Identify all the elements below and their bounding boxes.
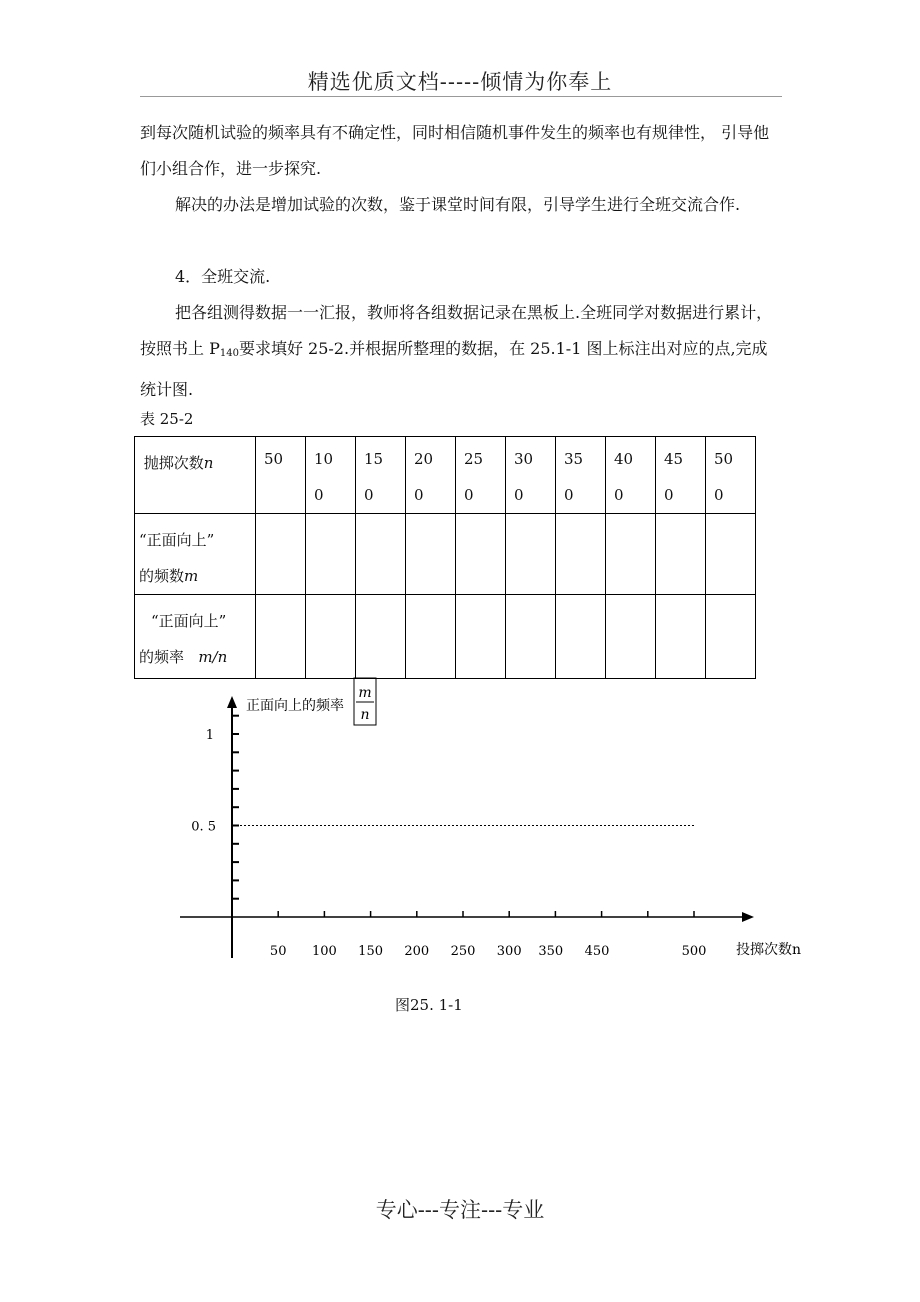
- x-tick-label: 300: [496, 944, 522, 959]
- x-tick-label: 50: [269, 944, 287, 959]
- page-subscript: 140: [219, 348, 239, 359]
- count-cell: 50: [256, 437, 306, 514]
- x-tick-label: 150: [358, 944, 384, 959]
- table-caption: 表 25-2: [140, 410, 194, 428]
- count-cell: 15 0: [356, 437, 406, 514]
- page-footer: 专心---专注---专业: [375, 1198, 545, 1222]
- y-axis-label: 正面向上的频率: [246, 698, 344, 714]
- x-axis-tick-labels: [270, 944, 706, 959]
- table-row-counts: [135, 437, 756, 514]
- blank-cell[interactable]: [556, 595, 606, 679]
- row-header-frequency-count: [135, 514, 256, 595]
- fraction-denominator: n: [360, 707, 370, 723]
- y-axis-arrow-icon: [227, 696, 237, 708]
- blank-cell[interactable]: [656, 595, 706, 679]
- count-cell: 50 0: [706, 437, 756, 514]
- x-tick-label: 450: [584, 944, 610, 959]
- row-label-counts: 抛掷次数: [143, 454, 204, 472]
- paragraph-4: [140, 295, 780, 408]
- count-cell: 45 0: [656, 437, 706, 514]
- blank-cell[interactable]: [556, 514, 606, 595]
- blank-cell[interactable]: [606, 514, 656, 595]
- count-cell: 20 0: [406, 437, 456, 514]
- blank-cell[interactable]: [356, 595, 406, 679]
- blank-cell[interactable]: [306, 514, 356, 595]
- blank-cell[interactable]: [506, 514, 556, 595]
- count-cell: 30 0: [506, 437, 556, 514]
- frequency-chart: [170, 670, 820, 970]
- var-n: n: [203, 454, 214, 472]
- x-axis-ticks: [278, 911, 694, 917]
- blank-cell[interactable]: [256, 514, 306, 595]
- paragraph-2: 解决的办法是增加试验的次数，鉴于课堂时间有限，引导学生进行全班交流合作.: [175, 195, 741, 214]
- table-row-frequency-rate: [135, 595, 756, 679]
- count-cell: 40 0: [606, 437, 656, 514]
- x-tick-label: 500: [681, 944, 707, 959]
- blank-cell[interactable]: [406, 595, 456, 679]
- row-label-heads-2: “正面向上”: [151, 612, 227, 630]
- y-tick-label-1: 1: [205, 728, 214, 743]
- paragraph-3: 4．全班交流.: [175, 267, 271, 286]
- blank-cell[interactable]: [706, 595, 756, 679]
- x-tick-label: 100: [311, 944, 337, 959]
- paragraph-4-text-b: 要求填好 25-2.并根据所整理的数据，在 25.1-1 图上标注出对应的点,完成统计图.: [140, 339, 768, 399]
- fraction-numerator: m: [358, 685, 372, 701]
- x-tick-label: 250: [450, 944, 476, 959]
- blank-cell[interactable]: [406, 514, 456, 595]
- x-tick-label: 200: [404, 944, 430, 959]
- blank-cell[interactable]: [456, 595, 506, 679]
- row-label-rate: 的频率: [139, 648, 185, 666]
- count-cell: 10 0: [306, 437, 356, 514]
- row-header-frequency-rate: [135, 595, 256, 679]
- figure-caption: 图25. 1-1: [395, 996, 463, 1014]
- row-label-heads-1: “正面向上”: [139, 531, 215, 549]
- var-m: m: [184, 567, 199, 585]
- count-cell: 35 0: [556, 437, 606, 514]
- header-divider: [140, 96, 782, 97]
- var-m-over-n: m/n: [198, 648, 228, 666]
- x-axis-arrow-icon: [742, 912, 754, 922]
- x-tick-label: 350: [538, 944, 564, 959]
- blank-cell[interactable]: [356, 514, 406, 595]
- blank-cell[interactable]: [606, 595, 656, 679]
- paragraph-4-text-a: 把各组测得数据一一汇报，教师将各组数据记录在黑板上.全班同学对数据进行累计，按照书上 P: [140, 303, 773, 358]
- blank-cell[interactable]: [656, 514, 706, 595]
- blank-cell[interactable]: [256, 595, 306, 679]
- blank-cell[interactable]: [706, 514, 756, 595]
- blank-cell[interactable]: [306, 595, 356, 679]
- row-label-count: 的频数: [139, 567, 185, 585]
- y-axis-ticks: [232, 716, 239, 899]
- frequency-table: [134, 436, 756, 679]
- table-row-frequency-count: [135, 514, 756, 595]
- x-axis-label: 投掷次数n: [736, 942, 802, 958]
- blank-cell[interactable]: [506, 595, 556, 679]
- blank-cell[interactable]: [456, 514, 506, 595]
- paragraph-1: 到每次随机试验的频率具有不确定性，同时相信随机事件发生的频率也有规律性， 引导他们小组合作，进一步探究.: [140, 123, 770, 178]
- page-header: 精选优质文档-----倾情为你奉上: [307, 70, 613, 94]
- count-cell: 25 0: [456, 437, 506, 514]
- y-tick-label-half: 0. 5: [191, 819, 216, 835]
- row-header-counts: [135, 437, 256, 514]
